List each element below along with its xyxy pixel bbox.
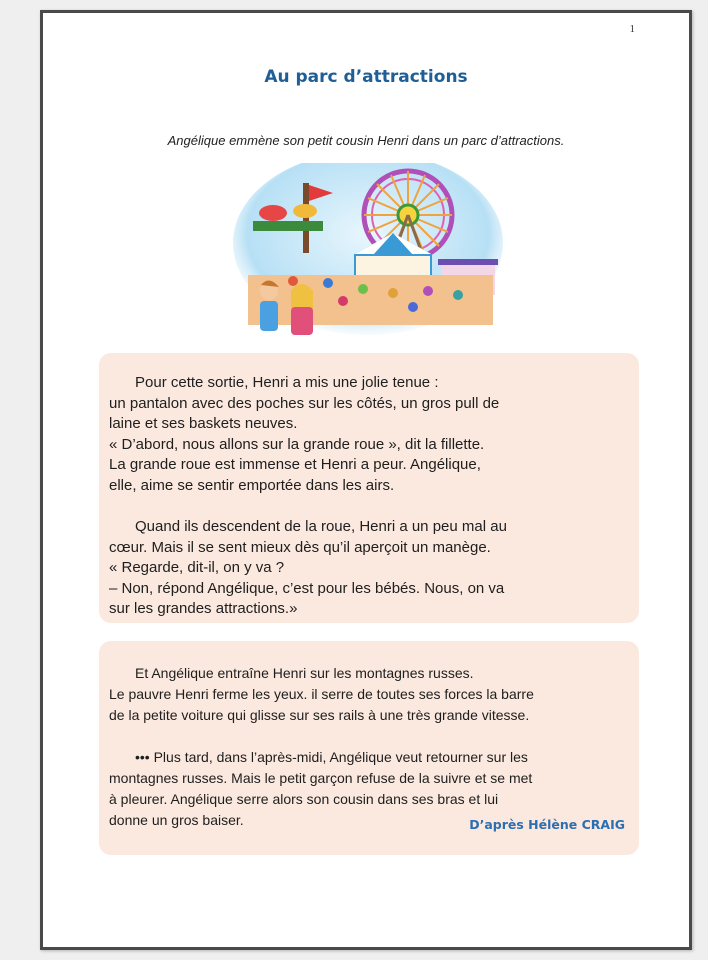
worksheet-page — [40, 10, 692, 950]
text-line: « Regarde, dit-il, on y va ? — [109, 559, 285, 576]
page-number: 1 — [629, 23, 635, 35]
paragraph — [109, 373, 625, 496]
text-line: montagnes russes. Mais le petit garçon refuse de la suivre et se met — [109, 770, 533, 786]
author-credit: D’après Hélène CRAIG — [469, 817, 625, 832]
text-line: ••• Plus tard, dans l’après-midi, Angélique veut retourner sur les — [135, 749, 528, 765]
text-line: Pour cette sortie, Henri a mis une jolie tenue : — [135, 374, 439, 391]
text-line: à pleurer. Angélique serre alors son cousin dans ses bras et lui — [109, 791, 499, 807]
text-line: elle, aime se sentir emportée dans les airs. — [109, 476, 395, 494]
story-panel-1 — [99, 353, 639, 623]
paragraph — [109, 517, 625, 620]
text-line: sur les grandes attractions.» — [109, 600, 298, 617]
text-line: « D’abord, nous allons sur la grande roue », dit la fillette. — [109, 435, 485, 453]
text-line: laine et ses baskets neuves. — [109, 415, 298, 432]
text-line: Et Angélique entraîne Henri sur les montagnes russes. — [135, 665, 474, 681]
amusement-park-illustration — [233, 163, 503, 343]
text-line: cœur. Mais il se sent mieux dès qu’il aperçoit un manège. — [109, 538, 491, 556]
text-line: de la petite voiture qui glisse sur ses rails à une très grande vitesse. — [109, 707, 530, 723]
text-line: donne un gros baiser. — [109, 812, 244, 828]
text-line: – Non, répond Angélique, c’est pour les bébés. Nous, on va — [109, 579, 505, 597]
page-subtitle: Angélique emmène son petit cousin Henri dans un parc d’attractions. — [167, 133, 565, 148]
text-line: Le pauvre Henri ferme les yeux. il serre de toutes ses forces la barre — [109, 686, 534, 702]
paragraph — [109, 663, 625, 726]
text-line: La grande roue est immense et Henri a peur. Angélique, — [109, 456, 481, 473]
text-line: Quand ils descendent de la roue, Henri a un peu mal au — [135, 518, 507, 535]
text-line: un pantalon avec des poches sur les côtés, un gros pull de — [109, 394, 500, 412]
story-panel-2 — [99, 641, 639, 855]
page-title: Au parc d’attractions — [264, 67, 468, 87]
